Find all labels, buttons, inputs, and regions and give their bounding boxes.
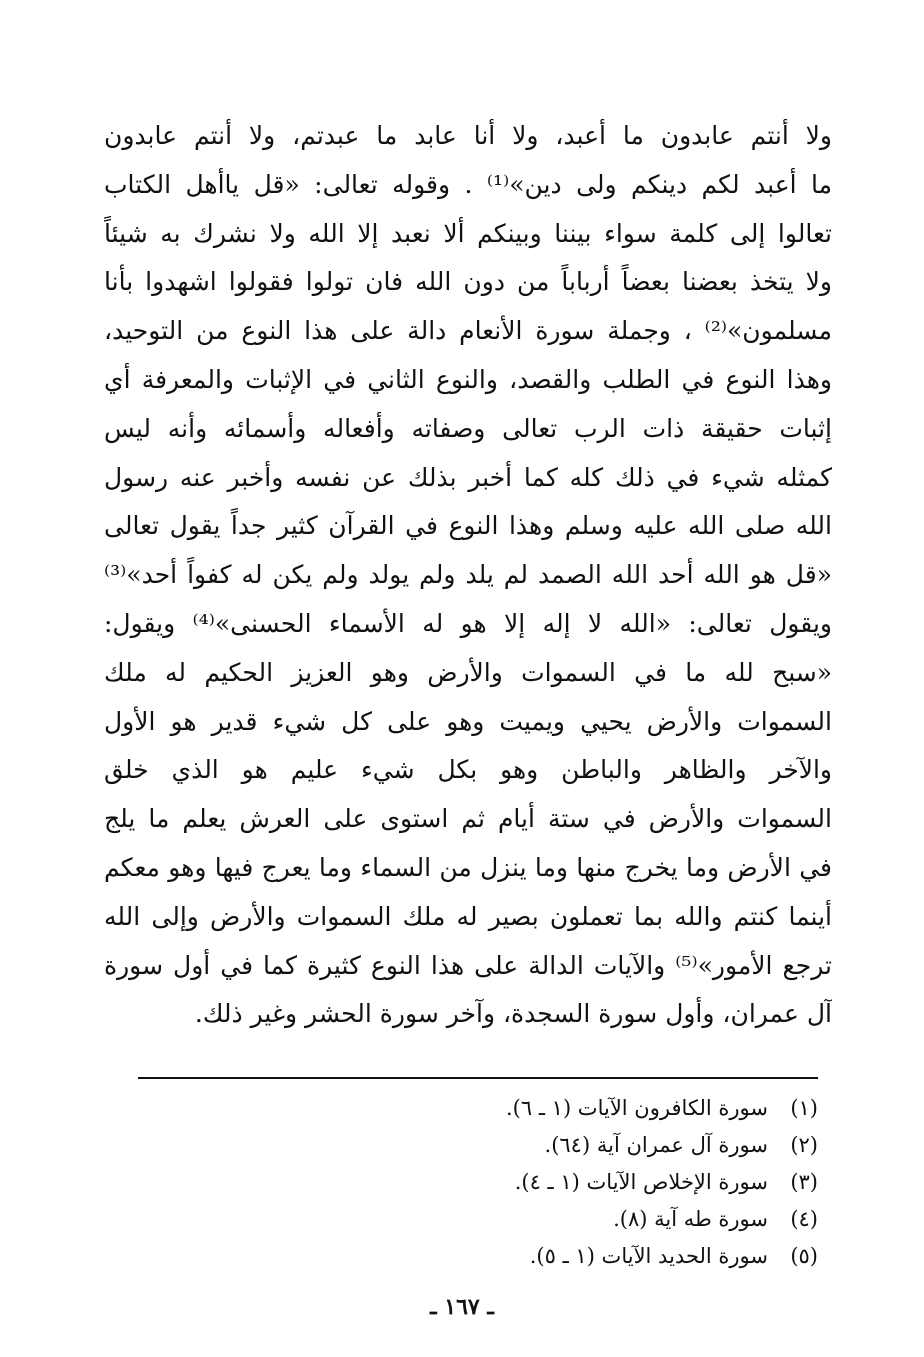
footnote-item (138, 1127, 818, 1164)
text-line: ولا أنتم عابدون ما أعبد، ولا أنا عابد ما عبدتم، ولا أنتم عابدون (104, 121, 832, 150)
text-line: السموات والأرض يحيي ويميت وهو على كل شيء قدير هو الأول (104, 706, 832, 736)
page-number: ـ ١٦٧ ـ (430, 1294, 494, 1320)
footnote-item (138, 1201, 818, 1238)
text-line: السموات والأرض في ستة أيام ثم استوى على العرش يعلم ما يلج (104, 804, 832, 834)
text-line: ولا يتخذ بعضنا بعضاً أرباباً من دون الله فان تولوا فقولوا اشهدوا بأنا (104, 267, 832, 297)
text-line: تعالوا إلى كلمة سواء بيننا وبينكم ألا نعبد إلا الله ولا نشرك به شيئاً (104, 218, 832, 248)
footnote-text: سورة الحديد الآيات (١ ـ ٥). (529, 1244, 768, 1268)
text-line: «سبح لله ما في السموات والأرض وهو العزيز الحكيم له ملك (104, 657, 832, 687)
text-line: والآخر والظاهر والباطن وهو بكل شيء عليم هو الذي خلق (104, 755, 832, 785)
text-line: أينما كنتم والله بما تعملون بصير له ملك السموات والأرض وإلى الله (104, 901, 832, 931)
footnotes-list (138, 1090, 818, 1275)
footnote-number: (٣) (790, 1170, 818, 1194)
text-line: ما أعبد لكم دينكم ولى دين»⁽¹⁾ . وقوله تعالى: «قل ياأهل الكتاب (104, 169, 832, 199)
footnote-text: سورة الإخلاص الآيات (١ ـ ٤). (514, 1170, 768, 1194)
text-line: إثبات حقيقة ذات الرب تعالى وصفاته وأفعاله وأسمائه وأنه ليس (104, 413, 832, 443)
footnote-item (138, 1238, 818, 1275)
footnote-item (138, 1090, 818, 1127)
text-line: ترجع الأمور»⁽⁵⁾ والآيات الدالة على هذا النوع كثيرة كما في أول سورة (104, 950, 832, 980)
footnote-item (138, 1164, 818, 1201)
text-line: مسلمون»⁽²⁾ ، وجملة سورة الأنعام دالة على هذا النوع من التوحيد، (104, 316, 832, 346)
text-line: وهذا النوع في الطلب والقصد، والنوع الثاني في الإثبات والمعرفة أي (104, 364, 832, 394)
footnote-number: (٤) (790, 1207, 818, 1231)
footnote-number: (٥) (790, 1244, 818, 1268)
text-line: في الأرض وما يخرج منها وما ينزل من السماء وما يعرج فيها وهو معكم (104, 852, 832, 882)
text-line: الله صلى الله عليه وسلم وهذا النوع في القرآن كثير جداً يقول تعالى (104, 511, 832, 541)
footnote-text: سورة طه آية (٨). (613, 1207, 768, 1231)
footnote-text: سورة آل عمران آية (٦٤). (544, 1133, 768, 1157)
footnote-number: (٢) (790, 1133, 818, 1157)
footnote-divider (138, 1077, 818, 1079)
main-text (104, 112, 832, 1039)
text-line: ويقول تعالى: «الله لا إله إلا هو له الأسماء الحسنى»⁽⁴⁾ ويقول: (104, 608, 832, 638)
text-line: «قل هو الله أحد الله الصمد لم يلد ولم يولد ولم يكن له كفواً أحد»⁽³⁾ (104, 560, 832, 590)
footnote-text: سورة الكافرون الآيات (١ ـ ٦). (505, 1096, 768, 1120)
footnote-number: (١) (790, 1096, 818, 1120)
text-line: آل عمران، وأول سورة السجدة، وآخر سورة الحشر وغير ذلك. (194, 999, 832, 1029)
text-line: كمثله شيء في ذلك كله كما أخبر بذلك عن نفسه وأخبر عنه رسول (104, 462, 832, 492)
